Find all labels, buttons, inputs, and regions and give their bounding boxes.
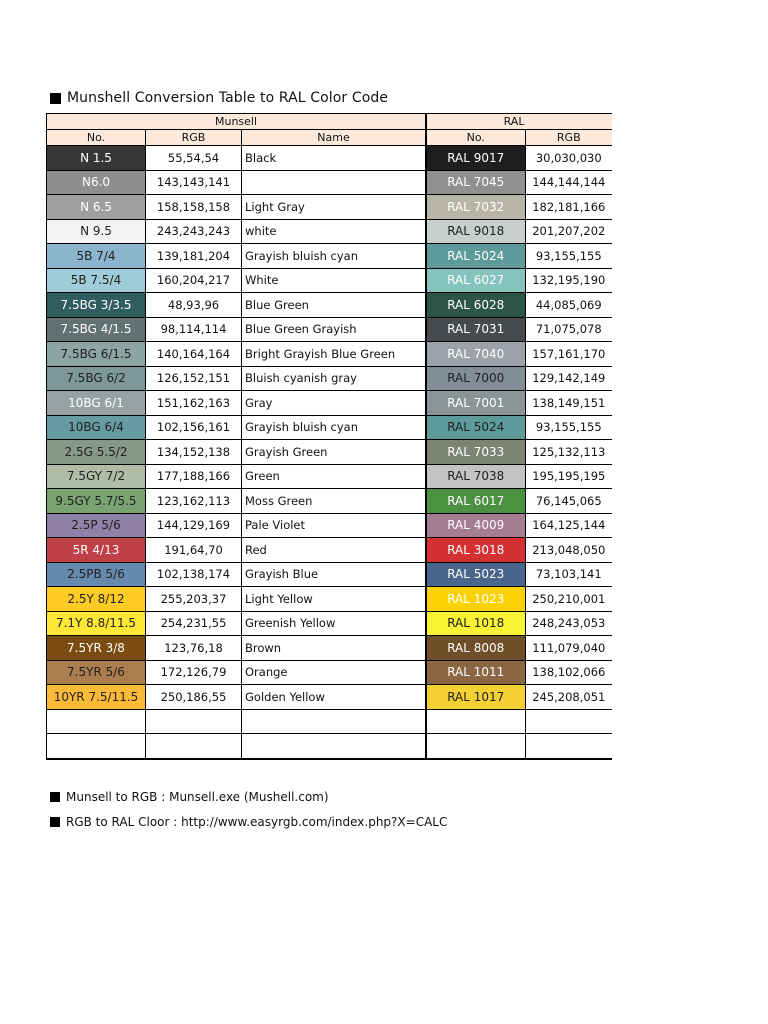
munsell-rgb: 255,203,37 [146, 587, 242, 612]
munsell-rgb: 158,158,158 [146, 195, 242, 220]
munsell-rgb: 243,243,243 [146, 219, 242, 244]
munsell-name-header: Name [242, 130, 426, 146]
conversion-table-container [46, 113, 611, 760]
empty-cell [526, 734, 612, 759]
color-name: Orange [242, 660, 426, 685]
munsell-swatch: 10BG 6/1 [47, 391, 146, 416]
page-title-text: Munshell Conversion Table to RAL Color Code [67, 90, 389, 106]
empty-cell [242, 734, 426, 759]
ral-swatch: RAL 6027 [426, 268, 526, 293]
munsell-swatch: N 9.5 [47, 219, 146, 244]
ral-rgb: 182,181,166 [526, 195, 612, 220]
note-ral-source [50, 815, 447, 829]
color-name: Blue Green Grayish [242, 317, 426, 342]
table-row [47, 244, 612, 269]
table-row [47, 293, 612, 318]
ral-swatch: RAL 5024 [426, 415, 526, 440]
munsell-rgb: 123,162,113 [146, 489, 242, 514]
table-row [47, 636, 612, 661]
munsell-rgb: 143,143,141 [146, 170, 242, 195]
color-name: Blue Green [242, 293, 426, 318]
munsell-swatch: 10YR 7.5/11.5 [47, 685, 146, 710]
color-name: Grayish bluish cyan [242, 244, 426, 269]
ral-swatch: RAL 7040 [426, 342, 526, 367]
ral-rgb: 125,132,113 [526, 440, 612, 465]
ral-rgb: 138,102,066 [526, 660, 612, 685]
color-name: White [242, 268, 426, 293]
munsell-rgb: 151,162,163 [146, 391, 242, 416]
note-text: Munsell to RGB : Munsell.exe (Mushell.com) [66, 790, 329, 804]
empty-cell [47, 734, 146, 759]
empty-cell [242, 709, 426, 734]
empty-cell [146, 734, 242, 759]
ral-swatch: RAL 7045 [426, 170, 526, 195]
color-name: Gray [242, 391, 426, 416]
color-name: Bright Grayish Blue Green [242, 342, 426, 367]
munsell-rgb: 144,129,169 [146, 513, 242, 538]
table-row [47, 513, 612, 538]
table-row [47, 709, 612, 734]
color-name: Grayish Green [242, 440, 426, 465]
ral-swatch: RAL 9017 [426, 146, 526, 171]
munsell-swatch: 2.5P 5/6 [47, 513, 146, 538]
ral-swatch: RAL 9018 [426, 219, 526, 244]
munsell-rgb: 172,126,79 [146, 660, 242, 685]
table-row [47, 391, 612, 416]
ral-rgb: 129,142,149 [526, 366, 612, 391]
table-row [47, 195, 612, 220]
table-row [47, 660, 612, 685]
table-row [47, 611, 612, 636]
ral-swatch: RAL 7038 [426, 464, 526, 489]
ral-swatch: RAL 7033 [426, 440, 526, 465]
ral-swatch: RAL 5024 [426, 244, 526, 269]
color-name: Moss Green [242, 489, 426, 514]
color-name: Black [242, 146, 426, 171]
munsell-swatch: 7.5YR 5/6 [47, 660, 146, 685]
munsell-group-header: Munsell [47, 114, 426, 130]
table-row [47, 170, 612, 195]
ral-swatch: RAL 7000 [426, 366, 526, 391]
ral-rgb: 132,195,190 [526, 268, 612, 293]
munsell-rgb: 55,54,54 [146, 146, 242, 171]
munsell-rgb: 177,188,166 [146, 464, 242, 489]
munsell-swatch: 5B 7.5/4 [47, 268, 146, 293]
ral-rgb: 195,195,195 [526, 464, 612, 489]
empty-cell [146, 709, 242, 734]
empty-cell [526, 709, 612, 734]
empty-cell [47, 709, 146, 734]
table-row [47, 538, 612, 563]
ral-rgb: 157,161,170 [526, 342, 612, 367]
munsell-swatch: N 1.5 [47, 146, 146, 171]
munsell-swatch: 2.5Y 8/12 [47, 587, 146, 612]
color-name [242, 170, 426, 195]
ral-rgb-header: RGB [526, 130, 612, 146]
ral-rgb: 93,155,155 [526, 415, 612, 440]
munsell-swatch: N6.0 [47, 170, 146, 195]
munsell-rgb: 250,186,55 [146, 685, 242, 710]
munsell-rgb: 191,64,70 [146, 538, 242, 563]
munsell-rgb: 139,181,204 [146, 244, 242, 269]
table-row [47, 219, 612, 244]
color-name: Golden Yellow [242, 685, 426, 710]
black-square-icon [50, 817, 60, 827]
empty-cell [426, 709, 526, 734]
color-name: Pale Violet [242, 513, 426, 538]
ral-rgb: 144,144,144 [526, 170, 612, 195]
ral-rgb: 71,075,078 [526, 317, 612, 342]
table-row [47, 464, 612, 489]
ral-rgb: 93,155,155 [526, 244, 612, 269]
munsell-no-header: No. [47, 130, 146, 146]
color-name: Brown [242, 636, 426, 661]
color-name: Grayish Blue [242, 562, 426, 587]
munsell-rgb: 123,76,18 [146, 636, 242, 661]
munsell-swatch: 5R 4/13 [47, 538, 146, 563]
table-row [47, 415, 612, 440]
ral-rgb: 73,103,141 [526, 562, 612, 587]
munsell-swatch: 7.5YR 3/8 [47, 636, 146, 661]
ral-rgb: 248,243,053 [526, 611, 612, 636]
group-header-row [47, 114, 612, 130]
ral-swatch: RAL 6017 [426, 489, 526, 514]
ral-swatch: RAL 5023 [426, 562, 526, 587]
munsell-rgb: 254,231,55 [146, 611, 242, 636]
ral-rgb: 76,145,065 [526, 489, 612, 514]
table-row [47, 366, 612, 391]
munsell-swatch: 9.5GY 5.7/5.5 [47, 489, 146, 514]
munsell-swatch: 7.1Y 8.8/11.5 [47, 611, 146, 636]
table-row [47, 342, 612, 367]
ral-swatch: RAL 7032 [426, 195, 526, 220]
table-row [47, 440, 612, 465]
munsell-rgb: 140,164,164 [146, 342, 242, 367]
munsell-swatch: 2.5G 5.5/2 [47, 440, 146, 465]
table-row [47, 146, 612, 171]
color-name: white [242, 219, 426, 244]
ral-swatch: RAL 1011 [426, 660, 526, 685]
ral-rgb: 164,125,144 [526, 513, 612, 538]
conversion-table [46, 113, 612, 760]
munsell-rgb: 102,138,174 [146, 562, 242, 587]
color-name: Grayish bluish cyan [242, 415, 426, 440]
table-row [47, 587, 612, 612]
color-name: Greenish Yellow [242, 611, 426, 636]
ral-rgb: 250,210,001 [526, 587, 612, 612]
ral-swatch: RAL 4009 [426, 513, 526, 538]
page-title [50, 90, 388, 106]
black-square-icon [50, 93, 61, 104]
table-row [47, 268, 612, 293]
ral-swatch: RAL 3018 [426, 538, 526, 563]
note-munsell-source [50, 790, 329, 804]
munsell-rgb: 126,152,151 [146, 366, 242, 391]
table-row [47, 734, 612, 759]
color-name: Light Gray [242, 195, 426, 220]
ral-rgb: 245,208,051 [526, 685, 612, 710]
munsell-rgb: 134,152,138 [146, 440, 242, 465]
ral-swatch: RAL 1017 [426, 685, 526, 710]
munsell-swatch: N 6.5 [47, 195, 146, 220]
table-row [47, 489, 612, 514]
munsell-swatch: 7.5GY 7/2 [47, 464, 146, 489]
color-name: Red [242, 538, 426, 563]
munsell-swatch: 2.5PB 5/6 [47, 562, 146, 587]
column-header-row [47, 130, 612, 146]
black-square-icon [50, 792, 60, 802]
ral-group-header: RAL [426, 114, 612, 130]
ral-rgb: 44,085,069 [526, 293, 612, 318]
empty-cell [426, 734, 526, 759]
munsell-swatch: 10BG 6/4 [47, 415, 146, 440]
color-name: Light Yellow [242, 587, 426, 612]
ral-swatch: RAL 6028 [426, 293, 526, 318]
munsell-rgb: 48,93,96 [146, 293, 242, 318]
munsell-rgb: 160,204,217 [146, 268, 242, 293]
ral-swatch: RAL 8008 [426, 636, 526, 661]
table-row [47, 562, 612, 587]
munsell-swatch: 7.5BG 6/2 [47, 366, 146, 391]
ral-swatch: RAL 1018 [426, 611, 526, 636]
ral-rgb: 213,048,050 [526, 538, 612, 563]
ral-no-header: No. [426, 130, 526, 146]
ral-swatch: RAL 7001 [426, 391, 526, 416]
ral-swatch: RAL 1023 [426, 587, 526, 612]
color-name: Bluish cyanish gray [242, 366, 426, 391]
munsell-swatch: 7.5BG 3/3.5 [47, 293, 146, 318]
munsell-swatch: 7.5BG 6/1.5 [47, 342, 146, 367]
ral-rgb: 138,149,151 [526, 391, 612, 416]
table-row [47, 685, 612, 710]
table-row [47, 317, 612, 342]
ral-rgb: 111,079,040 [526, 636, 612, 661]
color-name: Green [242, 464, 426, 489]
munsell-swatch: 7.5BG 4/1.5 [47, 317, 146, 342]
munsell-rgb: 102,156,161 [146, 415, 242, 440]
munsell-swatch: 5B 7/4 [47, 244, 146, 269]
munsell-rgb-header: RGB [146, 130, 242, 146]
ral-rgb: 30,030,030 [526, 146, 612, 171]
munsell-rgb: 98,114,114 [146, 317, 242, 342]
note-text: RGB to RAL Cloor : http://www.easyrgb.com/index.php?X=CALC [66, 815, 448, 829]
ral-swatch: RAL 7031 [426, 317, 526, 342]
ral-rgb: 201,207,202 [526, 219, 612, 244]
